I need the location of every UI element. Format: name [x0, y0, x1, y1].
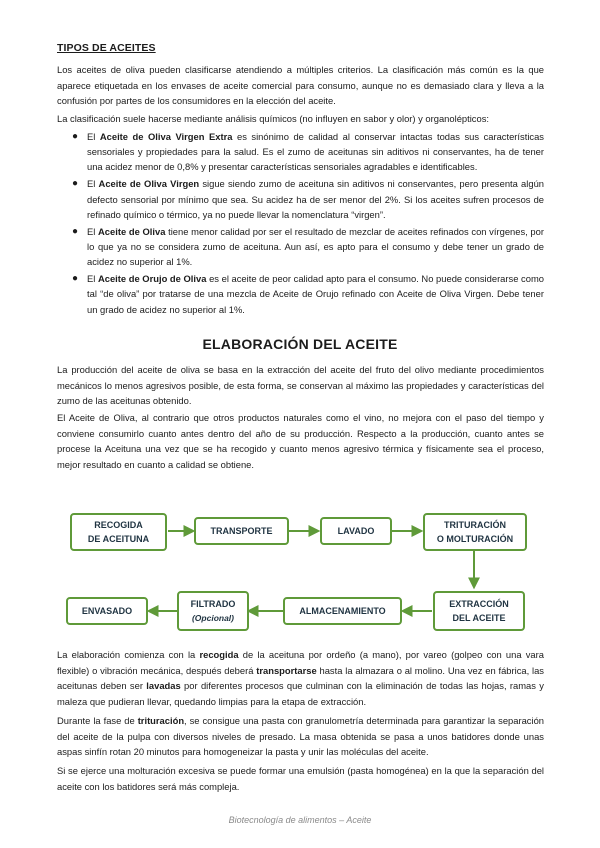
- section-heading-tipos: TIPOS DE ACEITES: [57, 42, 156, 54]
- oil-type-name: Aceite de Oliva: [98, 225, 166, 237]
- harvest-paragraph: La elaboración comienza con la recogida de la aceituna por ordeño (a mano), por vareo (golpeo con una vara flexible) o vibración mecánica, después deberá transportarse hasta la almazara o al molino. Una vez en fábrica, las aceitunas deben ser lavadas por diferentes procesos que culminan con la eliminación de todas las hojas, ramas y maleza que pudieran llevar, quedando limpias para la etapa de extracción.: [57, 649, 544, 707]
- step-almacenamiento: ALMACENAMIENTO: [283, 597, 402, 625]
- oil-type-name: Aceite de Oliva Virgen Extra: [99, 131, 233, 142]
- step-filtrado: FILTRADO (Opcional): [177, 591, 249, 631]
- bullet-icon: ●: [72, 131, 79, 142]
- bullet-icon: ●: [72, 273, 79, 285]
- step-lavado: LAVADO: [320, 517, 392, 545]
- step-recogida: RECOGIDA DE ACEITUNA: [70, 513, 167, 551]
- intro-paragraph: Los aceites de oliva pueden clasificarse atendiendo a múltiples criterios. La clasificación más común es la que aparece etiquetada en los envases de aceite comercial para consumo, aunque no es demasiado clara y lleva a la confusión por partes de los consumidores en la elección del aceite.: [57, 64, 544, 106]
- step-extraccion: EXTRACCIÓN DEL ACEITE: [433, 591, 525, 631]
- oil-type-name: Aceite de Oliva Virgen: [98, 178, 200, 190]
- section-heading-elaboracion: ELABORACIÓN DEL ACEITE: [202, 336, 398, 352]
- bullet-icon: ●: [72, 225, 79, 237]
- bullet-icon: ●: [72, 178, 79, 190]
- emulsion-paragraph: Si se ejerce una molturación excesiva se puede formar una emulsión (pasta homogénea) en la que la separación del aceite con los batidores será más compleja.: [57, 765, 544, 792]
- step-trituracion: TRITURACIÓN O MOLTURACIÓN: [423, 513, 527, 551]
- oil-type-name: Aceite de Orujo de Oliva: [97, 273, 207, 285]
- optional-note: (Opcional): [191, 613, 234, 623]
- process-flow-diagram: [0, 505, 600, 635]
- oil-types-list: [57, 129, 544, 319]
- step-envasado: ENVASADO: [66, 597, 148, 625]
- freshness-paragraph: El Aceite de Oliva, al contrario que otros productos naturales como el vino, no mejora con el paso del tiempo y conviene consumirlo cuanto antes dentro del año de su producción. Respecto a la producción, cuanto antes se procese la Aceituna una vez que se ha recogido y cuanto menos agresivo térmica y físicamente sea el proceso, mejor resultado en cuanto a calidad se obtiene.: [57, 412, 544, 470]
- list-item: ● El Aceite de Oliva tiene menor calidad por ser el resultado de mezclar de aceites refinados con vírgenes, por lo que ya no se considera zumo de aceituna. Aun así, es apto para el consumo y debe tener un grado de acidez no superior al 1%.: [72, 225, 544, 268]
- list-item: ● El Aceite de Oliva Virgen Extra es sinónimo de calidad al conservar intactas todas sus características sensoriales y propiedades para la salud. Es el zumo de aceitunas sin aditivos ni conservantes, ha de tener una acidez menor de 0,8% y presentar características sensoriales agradables e identificables.: [72, 131, 544, 173]
- production-paragraph: La producción del aceite de oliva se basa en la extracción del aceite del fruto del olivo mediante procedimientos mecánicos lo menos agresivos posible, de esta forma, se conservan al máximo las propiedades y características del zumo de las aceitunas obtenido.: [57, 364, 544, 406]
- criteria-paragraph: La clasificación suele hacerse mediante análisis químicos (no influyen en sabor y olor) y organolépticos:: [57, 113, 490, 124]
- list-item: ● El Aceite de Orujo de Oliva es el aceite de peor calidad apto para el consumo. No puede considerarse como tal “de oliva” por tratarse de una mezcla de Aceite de Orujo refinado con Aceite de Oliva Virgen. Debe tener un grado de acidez no superior al 1%.: [72, 273, 544, 315]
- page-footer: Biotecnología de alimentos – Aceite: [228, 815, 372, 825]
- step-transporte: TRANSPORTE: [194, 517, 289, 545]
- grinding-paragraph: Durante la fase de trituración, se consigue una pasta con granulometría determinada para garantizar la separación del aceite de la pulpa con diversos niveles de presado. La masa obtenida se pasa a unos batidores donde unas aspas sinfín rotan 20 minutos para homogeneizar la pasta y unir las moléculas del aceite.: [57, 715, 545, 757]
- list-item: ● El Aceite de Oliva Virgen sigue siendo zumo de aceituna sin aditivos ni conservantes, pero presenta algún defecto sensorial por mínimo que sea. Su acidez ha de ser menor del 2%. Si los aceites sufren procesos de refinado químico o térmico, ya no puede llevar la nomenclatura “virgen”.: [72, 178, 544, 220]
